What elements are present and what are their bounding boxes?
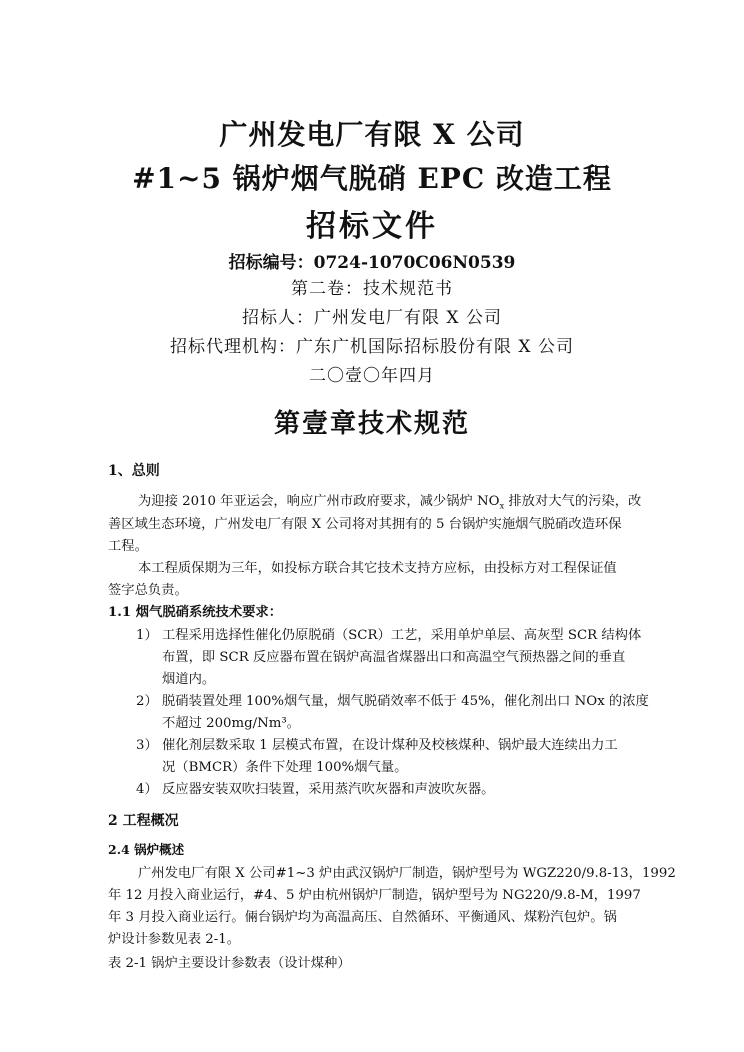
section-1-heading: 1、总则 (108, 463, 160, 479)
list-item-line: 烟道内。 (162, 672, 216, 687)
section-1-1-heading: 1.1 烟气脱硝系统技术要求： (108, 605, 283, 620)
section-2-4-heading: 2.4 锅炉概述 (108, 842, 185, 857)
section-2-heading: 2 工程概况 (108, 813, 179, 829)
paragraph-line: 为迎接 2010 年亚运会，响应广州市政府要求，减少锅炉 $NO_x$ 排放对大气的污染，改 (138, 494, 642, 511)
list-item-number: 4） (136, 782, 158, 797)
paragraph-line: 年 3 月投入商业运行。倆台锅炉均为高温高压、自然循环、平衡通风、煤粉汽包炉。锅 (108, 910, 617, 925)
list-item-line: 不超过 200mg/Nm³。 (162, 716, 300, 731)
list-item-line: 布置，即 SCR 反应器布置在锅炉高温省煤器出口和高温空气预热器之间的垂直 (162, 650, 626, 665)
tenderer: 招标人：广州发电厂有限 X 公司 (242, 308, 502, 328)
volume-title: 第二卷：技术规范书 (291, 279, 453, 299)
paragraph-line: 签字总负责。 (108, 583, 188, 598)
paragraph-line: 广州发电厂有限 X 公司#1~3 炉由武汉锅炉厂制造，锅炉型号为 WGZ220/9.8-13，1992 (138, 866, 676, 881)
company-title: 广州发电厂有限 X 公司 (219, 118, 525, 151)
list-item-number: 1） (136, 628, 158, 643)
paragraph-line: 炉设计参数见表 2-1。 (108, 932, 241, 947)
document-title: 招标文件 (306, 209, 438, 244)
list-item-number: 3） (136, 738, 158, 753)
list-item-line: 催化剂层数采取 1 层模式布置，在设计煤种及校核煤种、锅炉最大连续出力工 (162, 738, 618, 753)
list-item-line: 工程采用选择性催化仍原脱硝（SCR）工艺，采用单炉单层、高灰型 SCR 结构体 (162, 628, 642, 643)
list-item-line: 脱硝装置处理 100%烟气量，烟气脱硝效率不低于 45%，催化剂出口 NOx 的浓度 (162, 694, 649, 709)
list-item-line: 反应器安装双吹扫装置，采用蒸汽吹灰器和声波吹灰器。 (162, 782, 495, 797)
paragraph-line: 年 12 月投入商业运行，#4、5 炉由杭州锅炉厂制造，锅炉型号为 NG220/9.8-M，1997 (108, 888, 641, 903)
issue-date: 二〇壹〇年四月 (309, 366, 435, 386)
project-title: #1~5 锅炉烟气脱硝 EPC 改造工程 (132, 162, 612, 195)
list-item-line: 况（BMCR）条件下处理 100%烟气量。 (162, 760, 408, 775)
table-caption: 表 2-1 锅炉主要设计参数表（设计煤种） (108, 956, 351, 971)
paragraph-line: 善区域生态环境，广州发电厂有限 X 公司将对其拥有的 5 台锅炉实施烟气脱硝改造环保 (108, 517, 622, 532)
tender-agency: 招标代理机构：广东广机国际招标股份有限 X 公司 (170, 337, 574, 357)
list-item-number: 2） (136, 694, 158, 709)
chapter-title: 第壹章技术规范 (273, 409, 470, 439)
paragraph-line: 工程。 (108, 539, 148, 554)
bid-code: 招标编号：0724-1070C06N0539 (228, 253, 516, 273)
paragraph-line: 本工程质保期为三年，如投标方联合其它技术支持方应标，由投标方对工程保证值 (138, 561, 617, 576)
